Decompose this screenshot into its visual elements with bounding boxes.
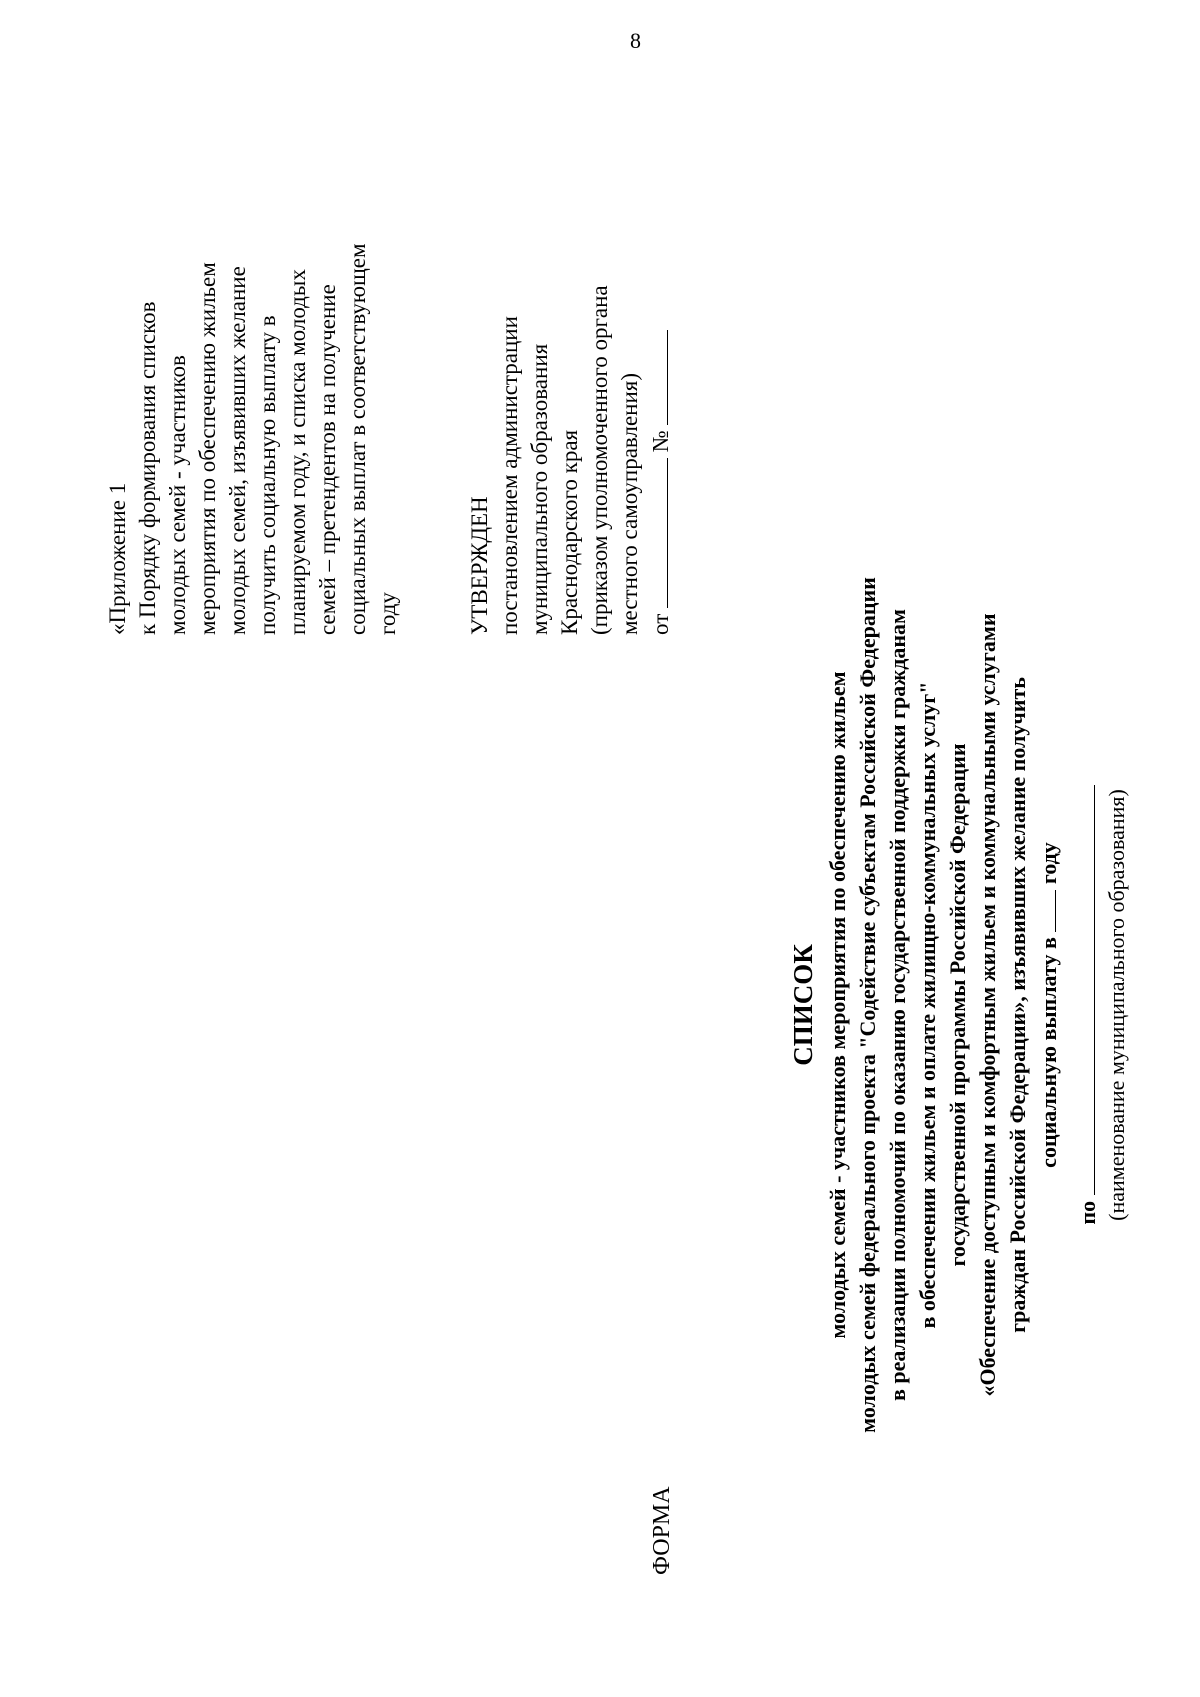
page-number: 8 — [630, 28, 641, 53]
list-heading-block — [783, 445, 1131, 1565]
appendix-line: молодых семей, изъявивших желание — [225, 266, 250, 635]
approval-date-line — [645, 75, 676, 635]
appendix-line: «Приложение 1 — [105, 482, 130, 635]
date-prefix: от — [648, 613, 673, 635]
list-heading-line: молодых семей - участников мероприятия по обеспечению жильем — [825, 671, 850, 1339]
list-heading-line: в обеспечении жильем и оплате жилищно-коммунальных услуг" — [915, 681, 940, 1329]
appendix-line: получить социальную выплату в — [255, 315, 280, 635]
municipality-blank — [1072, 785, 1095, 1195]
year-line — [1033, 445, 1064, 1565]
appendix-reference-block — [103, 75, 403, 635]
approval-line: местного самоуправления) — [617, 372, 642, 635]
approval-title: УТВЕРЖДЕН — [467, 496, 492, 635]
approval-line: (приказом уполномоченного органа — [587, 285, 612, 635]
approval-line: муниципального образования — [527, 343, 552, 635]
appendix-line: планируемом году, и списка молодых — [285, 269, 310, 635]
list-title: СПИСОК — [788, 944, 818, 1066]
appendix-line: году — [375, 592, 400, 635]
list-heading-line: «Обеспечение доступным и комфортным жильем и коммунальными услугами — [975, 613, 1000, 1397]
year-line-suffix: году — [1036, 842, 1061, 885]
year-blank — [1033, 890, 1056, 932]
approval-line: Краснодарского края — [557, 429, 582, 635]
municipality-line — [1072, 445, 1103, 1565]
year-line-prefix: социальную выплату в — [1036, 937, 1061, 1168]
number-sign: № — [648, 430, 673, 453]
appendix-line: социальных выплат в соответствующем — [345, 243, 370, 635]
appendix-line: к Порядку формирования списков — [135, 301, 160, 635]
approval-block — [465, 75, 676, 635]
municipality-caption: (наименование муниципального образования) — [1104, 789, 1129, 1221]
po-label: по — [1075, 1200, 1100, 1225]
list-heading-line: граждан Российской Федерации», изъявивших желание получить — [1005, 677, 1030, 1333]
date-blank — [645, 458, 668, 608]
form-label: ФОРМА — [649, 1486, 675, 1575]
appendix-line: семей – претендентов на получение — [315, 284, 340, 635]
list-heading-line: государственной программы Российской Федерации — [945, 743, 970, 1267]
approval-line: постановлением администрации — [497, 316, 522, 635]
number-blank — [645, 330, 668, 425]
appendix-line: молодых семей - участников — [165, 355, 190, 635]
list-heading-line: в реализации полномочий по оказанию государственной поддержки гражданам — [885, 608, 910, 1402]
rotated-form-content — [25, 205, 1129, 1645]
list-heading-line: молодых семей федерального проекта "Содействие субъектам Российской Федерации — [855, 577, 880, 1433]
appendix-line: мероприятия по обеспечению жильем — [195, 262, 220, 635]
